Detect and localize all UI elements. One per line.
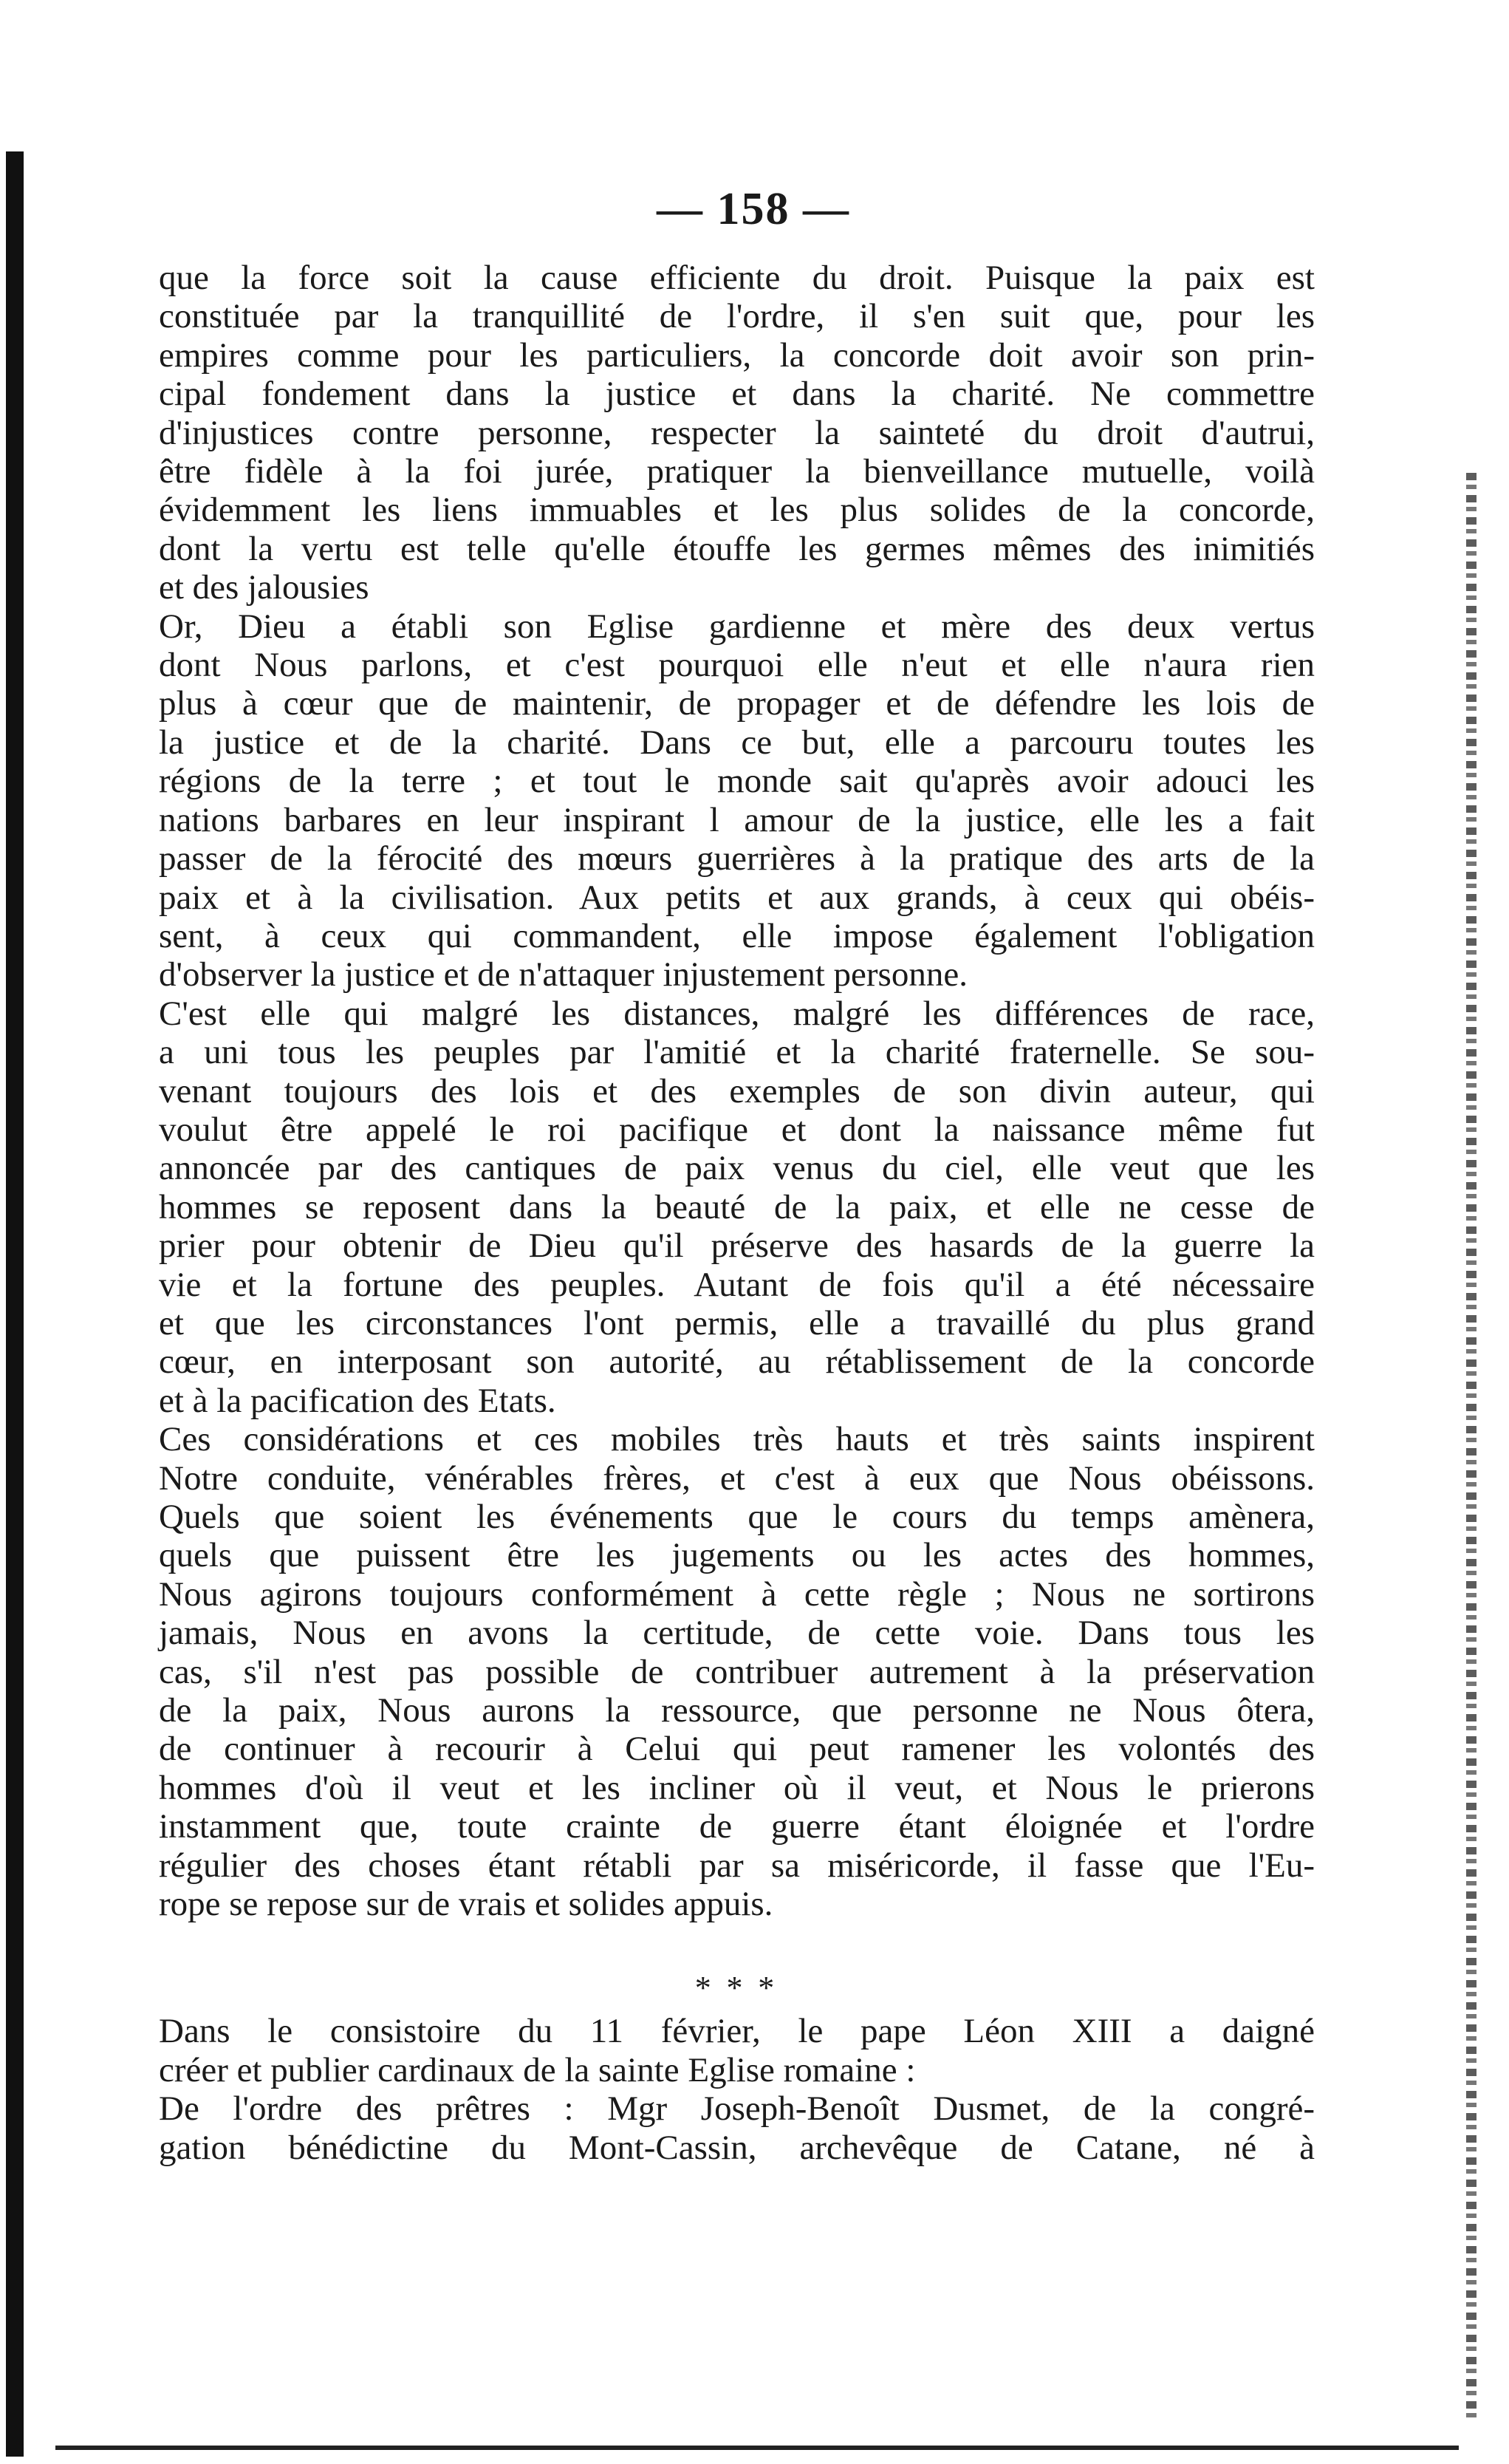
text-line: jamais, Nous en avons la certitude, de cette voie. Dans tous les [159, 1614, 1315, 1653]
text-line: rope se repose sur de vrais et solides appuis. [159, 1885, 773, 1924]
text-line: C'est elle qui malgré les distances, malgré les différences de race, [159, 994, 1315, 1033]
text-line: passer de la férocité des mœurs guerrières à la pratique des arts de la [159, 839, 1315, 878]
text-line: quels que puissent être les jugements ou les actes des hommes, [159, 1536, 1315, 1575]
scan-left-border [6, 151, 24, 2457]
text-line: Notre conduite, vénérables frères, et c'est à eux que Nous obéissons. [159, 1458, 1315, 1498]
main-paragraphs [159, 259, 1315, 1923]
text-line: cas, s'il n'est pas possible de contribuer autrement à la préservation [159, 1652, 1315, 1691]
text-line: être fidèle à la foi jurée, pratiquer la bienveillance mutuelle, voilà [159, 452, 1315, 491]
text-line: prier pour obtenir de Dieu qu'il préserve des hasards de la guerre la [159, 1226, 1315, 1266]
text-line: créer et publier cardinaux de la sainte Eglise romaine : [159, 2050, 916, 2089]
text-line: et à la pacification des Etats. [159, 1381, 556, 1420]
text-line: de la paix, Nous aurons la ressource, que personne ne Nous ôtera, [159, 1691, 1315, 1730]
text-line: Ces considérations et ces mobiles très hauts et très saints inspirent [159, 1420, 1315, 1459]
text-line: hommes d'où il veut et les incliner où il veut, et Nous le prierons [159, 1768, 1315, 1807]
text-line: Or, Dieu a établi son Eglise gardienne et mère des deux vertus [159, 607, 1315, 646]
text-line: vie et la fortune des peuples. Autant de fois qu'il a été nécessaire [159, 1265, 1315, 1304]
text-line: la justice et de la charité. Dans ce but, elle a parcouru toutes les [159, 723, 1315, 762]
text-line: cœur, en interposant son autorité, au rétablissement de la concorde [159, 1342, 1315, 1382]
text-line: plus à cœur que de maintenir, de propager et de défendre les lois de [159, 684, 1315, 723]
text-line: Dans le consistoire du 11 février, le pape Léon XIII a daigné [159, 2012, 1315, 2051]
text-line: d'injustices contre personne, respecter la sainteté du droit d'autrui, [159, 413, 1315, 452]
text-line: hommes se reposent dans la beauté de la paix, et elle ne cesse de [159, 1187, 1315, 1226]
text-line: que la force soit la cause efficiente du droit. Puisque la paix est [159, 259, 1315, 297]
text-line: dont Nous parlons, et c'est pourquoi elle n'eut et elle n'aura rien [159, 646, 1315, 685]
text-line: De l'ordre des prêtres : Mgr Joseph-Benoît Dusmet, de la congré- [159, 2089, 1315, 2129]
text-line: régulier des choses étant rétabli par sa miséricorde, il fasse que l'Eu- [159, 1846, 1315, 1885]
scan-right-edge [1466, 473, 1477, 2423]
text-line: d'observer la justice et de n'attaquer injustement personne. [159, 955, 968, 994]
text-line: évidemment les liens immuables et les plus solides de la concorde, [159, 491, 1315, 530]
text-line: dont la vertu est telle qu'elle étouffe les germes mêmes des inimitiés [159, 529, 1315, 568]
section-gap [159, 1923, 1315, 1969]
text-line: paix et à la civilisation. Aux petits et aux grands, à ceux qui obéis- [159, 878, 1315, 917]
text-line: voulut être appelé le roi pacifique et dont la naissance même fut [159, 1110, 1315, 1149]
text-line: cipal fondement dans la justice et dans la charité. Ne commettre [159, 375, 1315, 414]
scan-bottom-border [55, 2446, 1459, 2450]
text-line: instamment que, toute crainte de guerre étant éloignée et l'ordre [159, 1807, 1315, 1846]
text-line: de continuer à recourir à Celui qui peut ramener les volontés des [159, 1730, 1315, 1769]
text-line: gation bénédictine du Mont-Cassin, archevêque de Catane, né à [159, 2128, 1315, 2167]
body-text [159, 259, 1315, 2167]
text-line: Quels que soient les événements que le cours du temps amènera, [159, 1498, 1315, 1536]
text-line: et des jalousies [159, 568, 369, 607]
text-line: constituée par la tranquillité de l'ordre, il s'en suit que, pour les [159, 297, 1315, 336]
page-number: — 158 — [657, 184, 850, 234]
text-line: empires comme pour les particuliers, la concorde doit avoir son prin- [159, 335, 1315, 375]
text-line: venant toujours des lois et des exemples de son divin auteur, qui [159, 1071, 1315, 1110]
text-line: sent, à ceux qui commandent, elle impose également l'obligation [159, 916, 1315, 955]
text-line: Nous agirons toujours conformément à cette règle ; Nous ne sortirons [159, 1574, 1315, 1614]
text-line: a uni tous les peuples par l'amitié et la charité fraternelle. Se sou- [159, 1033, 1315, 1072]
text-line: régions de la terre ; et tout le monde sait qu'après avoir adouci les [159, 762, 1315, 801]
text-line: annoncée par des cantiques de paix venus du ciel, elle veut que les [159, 1149, 1315, 1188]
section-separator: * * * [694, 1970, 779, 2007]
text-line: nations barbares en leur inspirant l amour de la justice, elle les a fait [159, 800, 1315, 839]
text-line: et que les circonstances l'ont permis, elle a travaillé du plus grand [159, 1303, 1315, 1342]
consistory-paragraph [159, 2012, 1315, 2167]
